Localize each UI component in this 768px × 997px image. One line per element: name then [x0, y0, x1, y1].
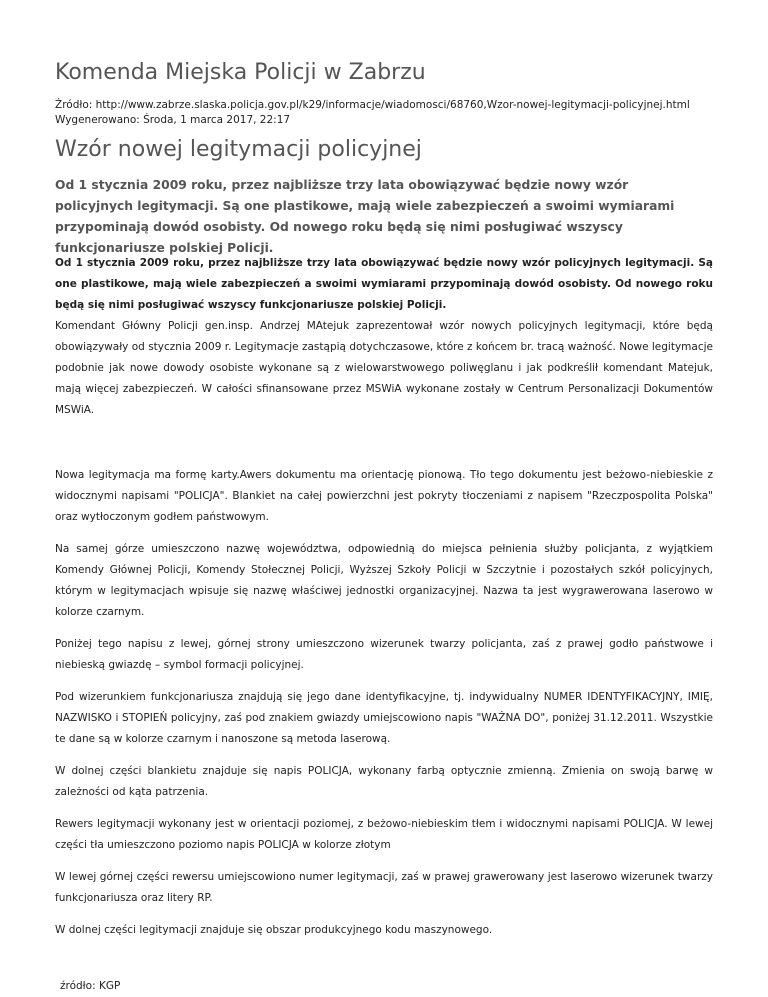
source-note: źródło: KGP: [60, 980, 121, 992]
article-paragraph: Na samej górze umieszczono nazwę województwa, odpowiednią do miejsca pełnienia służby policjanta, z wyjątkiem Komendy Głównej Policji, Komendy Stołecznej Policji, Wyższej Szkoły Policji w Szczytnie i pozostałych szkół policyjnych, którym w legitymacjach wpisuje się nazwę właściwej jednostki organizacyjnej. Nazwa ta jest wygrawerowana laserowo w kolorze czarnym.: [55, 543, 713, 618]
article-paragraph: Komendant Główny Policji gen.insp. Andrzej MAtejuk zaprezentował wzór nowych policyjnych legitymacji, które będą obowiązywały od stycznia 2009 r. Legitymacje zastąpią dotychczasowe, które z końcem br. tracą ważność. Nowe legitymacje podobnie jak nowe dowody osobiste wykonane są z wielowarstwowego poliwęglanu i jak podkreślił komendant Matejuk, mają więcej zabezpieczeń. W całości sfinansowane przez MSWiA wykonane zostały w Centrum Personalizacji Dokumentów MSWiA.: [55, 320, 713, 416]
article-lead: Od 1 stycznia 2009 roku, przez najbliższe trzy lata obowiązywać będzie nowy wzór policyjnych legitymacji. Są one plastikowe, mają wiele zabezpieczeń a swoimi wymiarami przypominają dowód osobisty. Od nowego roku będą się nimi posługiwać wszyscy funkcjonariusze polskiej Policji.: [55, 178, 675, 255]
article-paragraph: W dolnej części legitymacji znajduje się obszar produkcyjnego kodu maszynowego.: [55, 924, 493, 936]
article-intro-bold: Od 1 stycznia 2009 roku, przez najbliższe trzy lata obowiązywać będzie nowy wzór policyjnych legitymacji. Są one plastikowe, mają wiele zabezpieczeń a swoimi wymiarami przypominają dowód osobisty. Od nowego roku będą się nimi posługiwać wszyscy funkcjonariusze polskiej Policji.: [55, 257, 713, 311]
article-paragraph: Pod wizerunkiem funkcjonariusza znajdują się jego dane identyfikacyjne, tj. indywidualny NUMER IDENTYFIKACYJNY, IMIĘ, NAZWISKO i STOPIEŃ policyjny, zaś pod znakiem gwiazdy umiejscowiono napis "WAŻNA DO", poniżej 31.12.2011. Wszystkie te dane są w kolorze czarnym i nanoszone są metoda laserową.: [55, 691, 713, 745]
site-title: Komenda Miejska Policji w Zabrzu: [55, 60, 426, 85]
article-paragraph: W dolnej części blankietu znajduje się napis POLICJA, wykonany farbą optycznie zmienną. Zmienia on swoją barwę w zależności od kąta patrzenia.: [55, 765, 713, 798]
article-body: [55, 253, 713, 997]
article-paragraph: Poniżej tego napisu z lewej, górnej strony umieszczono wizerunek twarzy policjanta, zaś z prawej godło państwowe i niebieską gwiazdę – symbol formacji policyjnej.: [55, 638, 713, 671]
source-url-line: Źródło: http://www.zabrze.slaska.policja.gov.pl/k29/informacje/wiadomosci/68760,Wzor-nowej-legitymacji-policyjnej.html: [55, 99, 690, 111]
article-paragraph: Rewers legitymacji wykonany jest w orientacji poziomej, z beżowo-niebieskim tłem i widocznymi napisami POLICJA. W lewej części tła umieszczono poziomo napis POLICJA w kolorze złotym: [55, 818, 713, 851]
article-title: Wzór nowej legitymacji policyjnej: [55, 137, 422, 162]
generated-date-line: Wygenerowano: Środa, 1 marca 2017, 22:17: [55, 114, 291, 126]
article-paragraph: Nowa legitymacja ma formę karty.Awers dokumentu ma orientację pionową. Tło tego dokumentu jest beżowo-niebieskie z widocznymi napisami "POLICJA". Blankiet na całej powierzchni jest pokryty tłoczeniami z napisem "Rzeczpospolita Polska" oraz wytłoczonym godłem państwowym.: [55, 469, 713, 523]
document-meta: [55, 98, 690, 128]
article-paragraph: W lewej górnej części rewersu umiejscowiono numer legitymacji, zaś w prawej grawerowany jest laserowo wizerunek twarzy funkcjonariusza oraz litery RP.: [55, 871, 713, 904]
